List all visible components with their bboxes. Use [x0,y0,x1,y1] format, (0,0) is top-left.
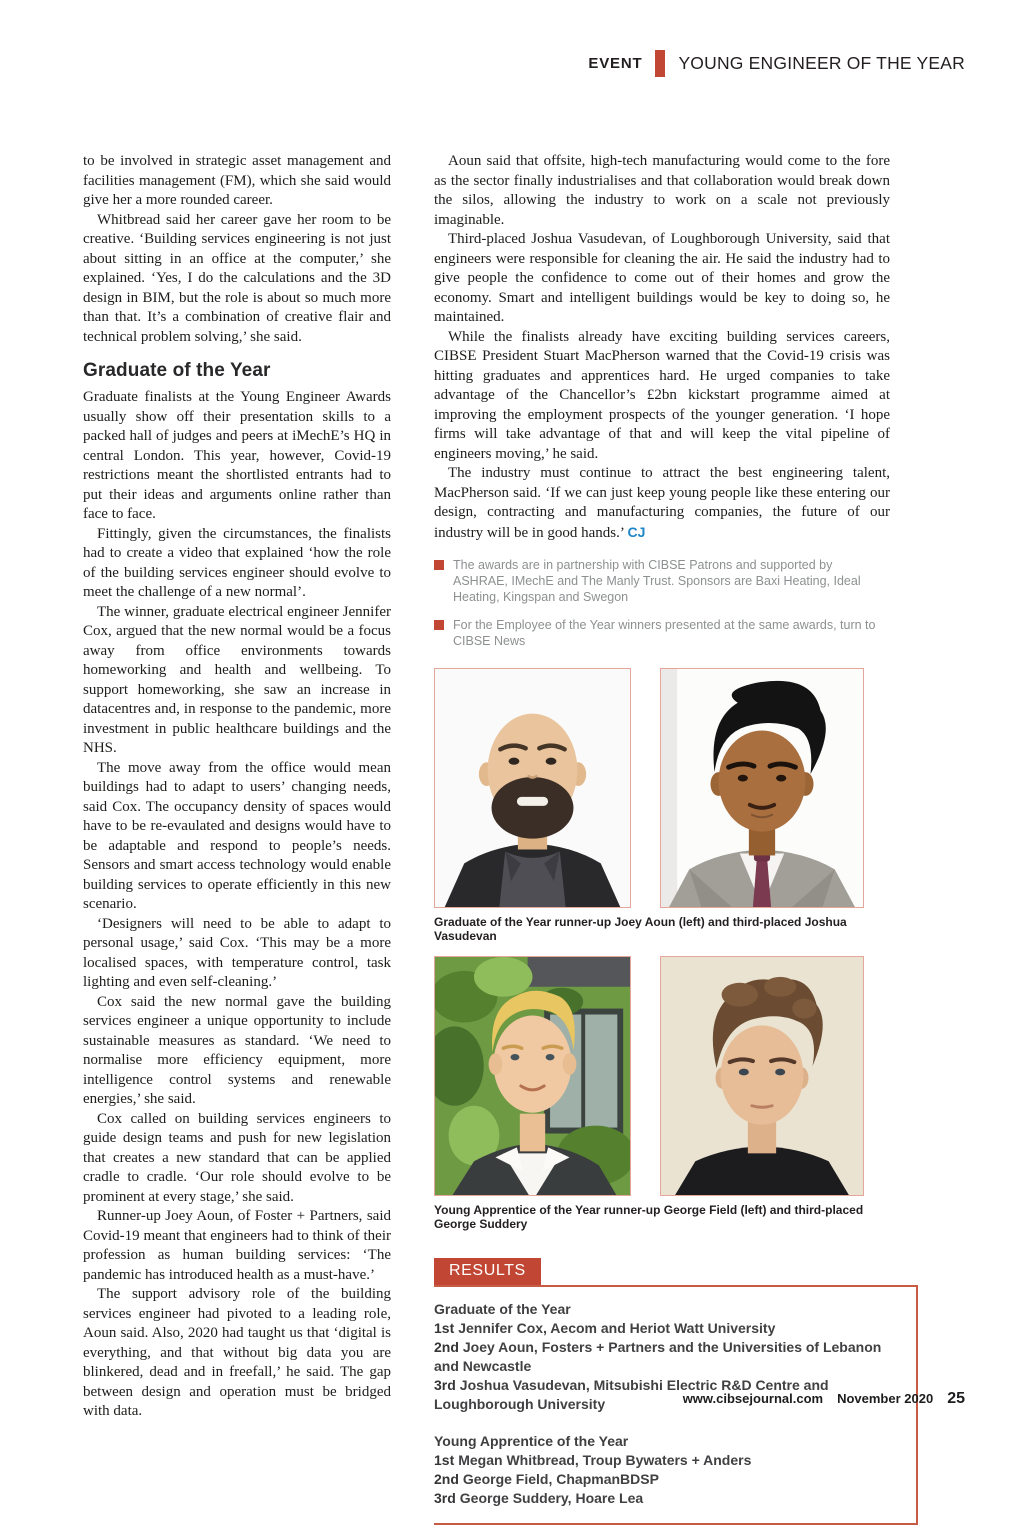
body-paragraph: Graduate finalists at the Young Engineer Awards usually show off their presentation skills to a packed hall of judges and peers at iMechE’s HQ in central London. This year, however, Covid-19 restrictions meant the shortlisted entrants had to put their ideas and arguments online rather than face to face. [83,389,391,522]
winner-text: Megan Whitbread, Troup Bywaters + Anders [458,1452,752,1468]
body-paragraph: Aoun said that offsite, high-tech manufacturing would come to the fore as the sector finally industrialises and that collaboration would break down the silos, allowing the industry to work on a scale not previously imaginable. [434,153,890,228]
note-text: The awards are in partnership with CIBSE Patrons and supported by ASHRAE, IMechE and The Manly Trust. Sponsors are Baxi Heating, Ideal Heating, Kingspan and Swegon [453,558,861,604]
photo-row-graduates [434,668,918,908]
red-square-bullet-icon [434,560,444,570]
note-item [434,557,890,605]
body-paragraph: Runner-up Joey Aoun, of Foster + Partners, said Covid-19 meant that engineers had to think of their profession as human building services: ‘The pandemic has introduced health as a must-have.’ [83,1208,391,1283]
photo-george-field [434,956,631,1196]
winner-text: Joshua Vasudevan, Mitsubishi Electric R&D Centre and Loughborough University [434,1377,829,1412]
joey-aoun-illustration [435,669,630,907]
results-tab: RESULTS [434,1258,541,1285]
page-number: 25 [947,1390,965,1407]
photo-george-suddery [660,956,864,1196]
body-paragraph: The winner, graduate electrical engineer Jennifer Cox, argued that the new normal would be a focus away from office environments towards homeworking and health and wellbeing. To support homeworking, she saw an increase in datacentres and, in response to the pandemic, more investment in public healthcare buildings and the NHS. [83,603,391,756]
photo-caption-apprentices: Young Apprentice of the Year runner-up George Field (left) and third-placed George Suddery [434,1203,864,1231]
george-field-illustration [435,957,630,1195]
body-paragraph: Cox called on building services engineers to guide design teams and push for new legislation that creates a new standard that can be applied cradle to cradle. ‘Our role should evolve to be prominent at every stage,’ she said. [83,1110,391,1205]
results-entry [434,1451,900,1470]
page-title: YOUNG ENGINEER OF THE YEAR [678,53,965,73]
results-section-heading: Graduate of the Year [434,1301,571,1317]
section-kicker: EVENT [588,55,643,72]
body-paragraph: Fittingly, given the circumstances, the finalists had to create a video that explained ‘how the role of the building services engineer should evolve to meet the challenge of a new normal’. [83,525,391,600]
results-entry [434,1489,900,1508]
joshua-vasudevan-illustration [661,669,863,907]
page-footer [683,1390,965,1408]
rank-label: 3rd [434,1377,456,1393]
note-text: For the Employee of the Year winners presented at the same awards, turn to CIBSE News [453,618,876,648]
winner-text: George Field, ChapmanBDSP [462,1471,659,1487]
photo-row-apprentices [434,956,918,1196]
results-section-heading: Young Apprentice of the Year [434,1433,629,1449]
winner-text: Jennifer Cox, Aecom and Heriot Watt University [458,1320,776,1336]
note-item [434,617,890,649]
george-suddery-illustration [661,957,863,1195]
right-column [434,152,918,1525]
body-paragraph [434,464,890,543]
rank-label: 2nd [434,1471,459,1487]
rank-label: 3rd [434,1490,456,1506]
body-paragraph: The move away from the office would mean buildings had to adapt to users’ changing needs, said Cox. The occupancy density of spaces would have to be re-evaulated and designs would have to be adaptable and respond to people’s needs. Sensors and smart access technology would enable building services to operate efficiently in this new scenario. [83,759,391,912]
issue-date: November 2020 [837,1391,934,1406]
cj-end-mark: CJ [627,523,646,540]
photo-caption-graduates: Graduate of the Year runner-up Joey Aoun (left) and third-placed Joshua Vasudevan [434,915,847,943]
winner-text: Joey Aoun, Fosters + Partners and the Universities of Lebanon and Newcastle [434,1339,882,1374]
journal-url: www.cibsejournal.com [682,1391,824,1406]
body-paragraph: Whitbread said her career gave her room to be creative. ‘Building services engineering is not just about sitting in an office at the computer,’ she explained. ‘Yes, I do the calculations and the 3D design in BIM, but the role is about so much more than that. It’s a combination of creative flair and technical problem solving,’ she said. [83,211,391,345]
subheading-graduate-of-the-year: Graduate of the Year [83,360,271,381]
results-entry [434,1470,900,1489]
rank-label: 1st [434,1320,455,1336]
body-paragraph: ‘Designers will need to be able to adapt to personal usage,’ said Cox. ‘This may be a more localised spaces, with temperature control, task lighting and even self-cleaning.’ [83,915,391,990]
page-header [588,50,965,77]
winner-text: George Suddery, Hoare Lea [459,1490,644,1506]
body-paragraph: The support advisory role of the building services engineer had pivoted to a leading role, Aoun said. Also, 2020 had taught us that ‘digital is everything, and that without big data you are blinkered, dead and in freefall,’ he said. The gap between design and operation must be bridged with data. [83,1286,391,1419]
body-paragraph: Cox said the new normal gave the building services engineer a unique opportunity to include sustainable measures as standard. ‘We need to normalise more efficiency equipment, more intelligence control systems and renewable energies,’ she said. [83,993,391,1107]
photo-joey-aoun [434,668,631,908]
rank-label: 2nd [434,1339,459,1355]
body-paragraph: While the finalists already have exciting building services careers, CIBSE President Stuart MacPherson warned that the Covid-19 crisis was hitting graduates and apprentices hard. He urged companies to take advantage of the Chancellor’s £2bn kickstart programme aimed at improving the employment prospects of the younger generation. ‘I hope firms will take advantage of that and will keep the vital pipeline of engineers moving,’ he said. [434,328,890,462]
results-entry [434,1338,900,1376]
body-paragraph: Third-placed Joshua Vasudevan, of Loughborough University, said that engineers were responsible for cleaning the air. He said the industry had to give people the confidence to come out of their homes and grow the economy. Smart and intelligent buildings would be key to doing so, he maintained. [434,231,890,325]
photo-joshua-vasudevan [660,668,864,908]
left-column [83,152,391,1422]
body-paragraph: to be involved in strategic asset management and facilities management (FM), which she said would give her a more rounded career. [83,153,391,208]
right-column-text [434,152,890,543]
editorial-notes [434,557,890,649]
body-paragraph-text: The industry must continue to attract the best engineering talent, MacPherson said. ‘If we can just keep young people like these entering our design, contracting and manufacturing companies, the future of our industry will be in good hands.’ [434,465,890,541]
red-divider-bar [655,50,665,77]
rank-label: 1st [434,1452,455,1468]
results-entry [434,1319,900,1338]
red-square-bullet-icon [434,620,444,630]
